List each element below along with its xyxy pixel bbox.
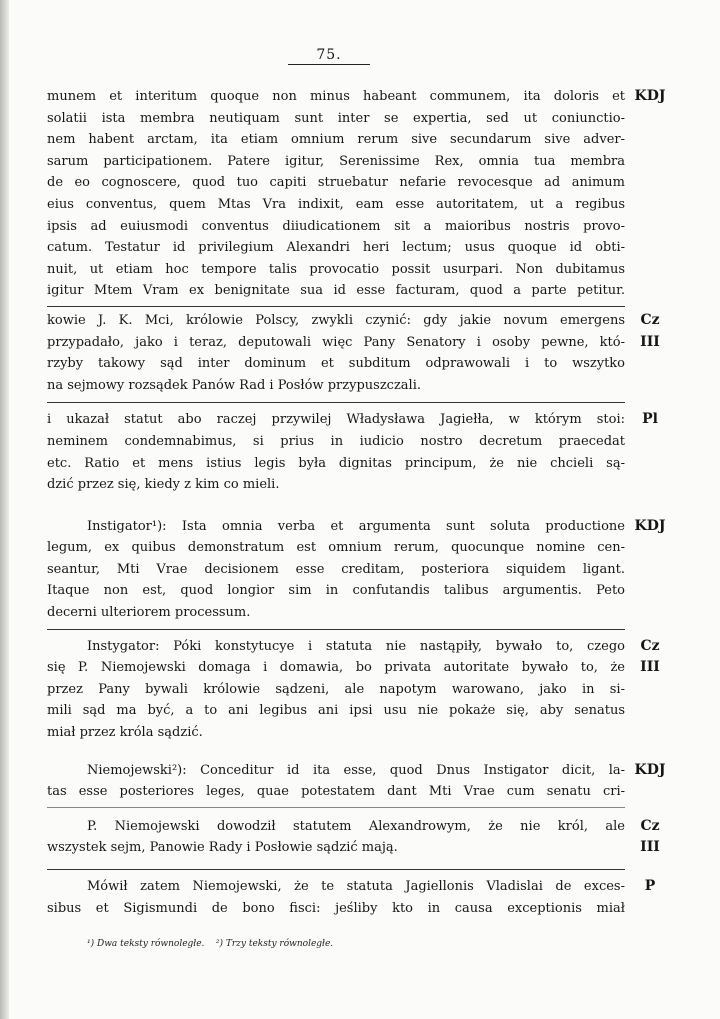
text-block-polish-2: [47, 409, 658, 495]
page-body: [47, 86, 666, 919]
footnote-2: ²) Trzy teksty równoległe.: [215, 939, 334, 949]
text-line: etc. Ratio et mens istius legis była dignitas principum, że nie chcieli są-: [47, 455, 625, 471]
text-line: seantur, Mti Vrae decisionem esse creditam, posteriora siquidem ligant.: [47, 561, 625, 577]
text-line: de eo cognoscere, quod tuo capiti struebatur nefarie revocesque ad animum: [47, 175, 625, 191]
text-line: catum. Testatur id privilegium Alexandri heri lectum; usus quoque id obti-: [47, 240, 625, 256]
footnote-1: ¹) Dwa teksty równoległe.: [87, 939, 205, 949]
text-line: neminem condemnabimus, si prius in iudicio nostro decretum praecedat: [47, 433, 625, 449]
separator-rule: [47, 869, 625, 870]
text-line: Itaque non est, quod longior sim in confutandis talibus argumentis. Peto: [47, 583, 625, 599]
separator-rule: [47, 629, 625, 630]
text-line: tas esse posteriores leges, quae potestatem dant Mti Vrae cum senatu cri-: [47, 784, 625, 800]
source-indicator: KDJ: [634, 517, 666, 534]
text-line: sibus et Sigismundi de bono fisci: jeśliby kto in causa exceptionis miał: [47, 900, 625, 916]
source-indicator: KDJ: [634, 88, 666, 104]
separator-rule: [47, 807, 625, 808]
text-line: nem habent arctam, ita etiam omnium rerum sive secundarum sive adver-: [47, 132, 625, 148]
text-block-latin-1: [47, 86, 666, 302]
text-line: na sejmowy rozsądek Panów Rad i Posłów przypuszczali.: [47, 377, 421, 393]
text-block-latin-3: [47, 760, 666, 803]
scan-edge: [0, 0, 9, 1019]
text-block-polish-1: [47, 310, 660, 396]
text-line: decerni ulteriorem processum.: [47, 605, 251, 621]
source-indicator: Cz III: [640, 637, 660, 676]
separator-rule: [47, 306, 625, 307]
separator-rule: [47, 402, 625, 403]
text-line: i ukazał statut abo raczej przywilej Władysława Jagiełła, w którym stoi:: [47, 412, 625, 428]
text-line: przypadało, jako i teraz, deputowali więc Pany Senatory i osoby pewne, któ-: [47, 334, 625, 350]
source-indicator: Pl: [642, 411, 658, 428]
text-line: rzyby takowy sąd inter dominum et subditum odprawowali i to wszytko: [47, 356, 625, 372]
text-line: miał przez króla sądzić.: [47, 725, 203, 741]
text-block-polish-4: [47, 816, 660, 859]
text-line: Niemojewski²): Conceditur id ita esse, quod Dnus Instigator dicit, la-: [87, 762, 625, 778]
text-line: dzić przez się, kiedy z kim co mieli.: [47, 477, 280, 493]
text-line: sarum participationem. Patere igitur, Serenissime Rex, omnia tua membra: [47, 153, 625, 169]
text-line: kowie J. K. Mci, królowie Polscy, zwykli czynić: gdy jakie novum emergens: [47, 312, 625, 328]
text-line: mili sąd ma być, a to ani legibus ani ipsi usu nie pokaże się, aby senatus: [47, 703, 625, 719]
text-block-latin-2: [47, 516, 666, 624]
text-line: Instigator¹): Ista omnia verba et argumenta sunt soluta productione: [87, 518, 625, 534]
text-line: eius conventus, quem Mtas Vra indixit, eam esse autoritatem, ut a regibus: [47, 196, 625, 212]
text-line: munem et interitum quoque non minus habeant communem, ita doloris et: [47, 89, 625, 104]
text-line: igitur Mtem Vram ex benignitate sua id esse facturam, quod a parte petitur.: [47, 283, 625, 299]
footnotes: [87, 939, 607, 949]
source-indicator: KDJ: [634, 761, 666, 778]
source-indicator: Cz III: [640, 311, 660, 350]
source-indicator: Cz III: [640, 817, 660, 856]
text-line: legum, ex quibus demonstratum est omnium rerum, quocunque nomine cen-: [47, 540, 625, 556]
text-line: przez Pany bywali królowie sądzeni, ale napotym warowano, jako in si-: [47, 681, 625, 697]
source-indicator: P: [644, 878, 656, 894]
page-number: 75.: [288, 47, 370, 65]
text-line: ipsis ad euiusmodi conventus diiudicationem sit a maioribus nostris provo-: [47, 218, 625, 234]
text-block-polish-5: [47, 876, 656, 919]
text-line: wszystek sejm, Panowie Rady i Posłowie sądzić mają.: [47, 840, 398, 856]
text-line: Instygator: Póki konstytucye i statuta nie nastąpiły, bywało to, czego: [87, 638, 625, 654]
text-block-polish-3: [47, 636, 660, 744]
text-line: solatii ista membra neutiquam sunt inter se expertia, sed ut coniunctio-: [47, 110, 625, 126]
text-line: P. Niemojewski dowodził statutem Alexandrowym, że nie król, ale: [87, 818, 625, 834]
text-line: nuit, ut etiam hoc tempore talis provocatio possit usurpari. Non dubitamus: [47, 261, 625, 277]
text-line: się P. Niemojewski domaga i domawia, bo privata autoritate bywało to, że: [47, 660, 625, 676]
text-line: Mówił zatem Niemojewski, że te statuta Jagiellonis Vladislai de exces-: [87, 879, 625, 894]
